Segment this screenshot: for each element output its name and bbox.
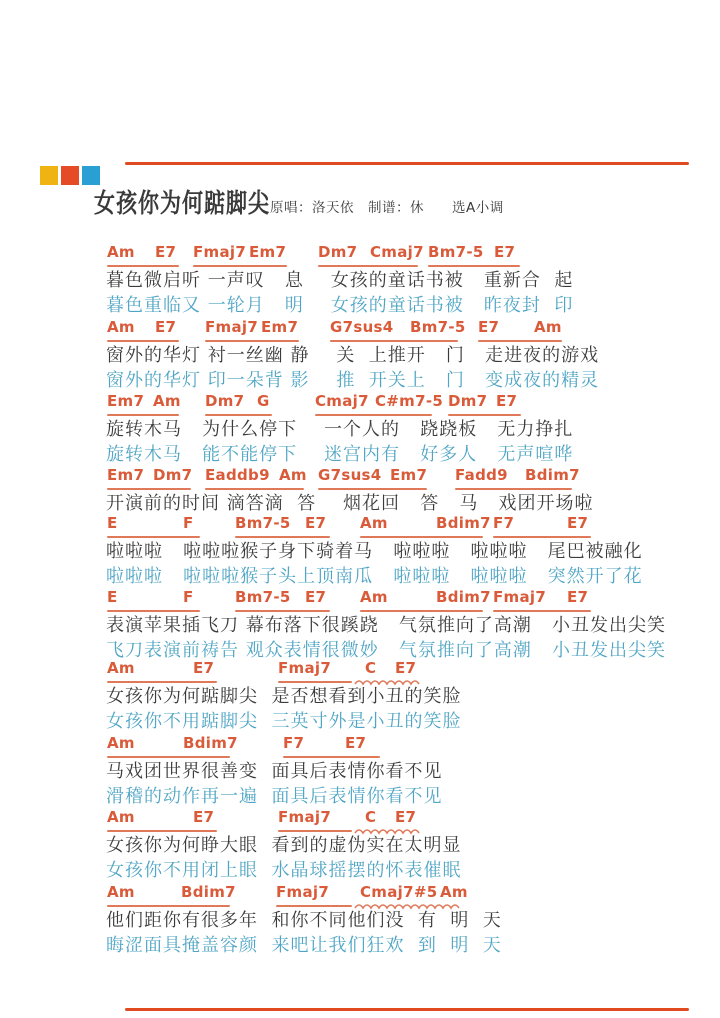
chord-label: Am (360, 514, 388, 532)
lyric-line-echo: 飞刀表演前祷告 观众表情很微妙 气氛推向了高潮 小丑发出尖笑 (106, 640, 667, 661)
chord-underline (283, 756, 380, 758)
top-rule (125, 162, 689, 165)
chord-label: F7 (283, 734, 305, 752)
chord-group (235, 514, 330, 538)
chord-label: Bm7-5 (235, 514, 291, 532)
chord-label: Cmaj7#5 (360, 883, 438, 901)
chord-underline (205, 414, 272, 416)
chord-underline (235, 610, 330, 612)
chord-underline (107, 905, 230, 907)
chord-label: E (107, 588, 118, 606)
chord-underline (318, 265, 418, 267)
chord-underline (330, 340, 458, 342)
chord-group (315, 392, 444, 416)
chord-underline (107, 265, 179, 267)
song-block (0, 514, 720, 592)
chord-group (318, 243, 424, 267)
chord-group (318, 466, 427, 490)
chord-underline (315, 414, 432, 416)
chord-label: E7 (496, 392, 518, 410)
chord-label: Fadd9 (455, 466, 508, 484)
chord-label: C#m7-5 (375, 392, 444, 410)
chord-label: Am (534, 318, 562, 336)
chord-group (205, 318, 299, 342)
chord-label: E7 (494, 243, 516, 261)
chord-group (493, 588, 591, 612)
lyric-line-echo: 旋转木马 能不能停下 迷宫内有 好多人 无声喧哗 (106, 444, 574, 465)
chord-group (428, 243, 520, 267)
chord-label: E7 (155, 318, 177, 336)
lyric-line-main: 开演前的时间 滴答滴 答 烟花回 答 马 戏团开场啦 (106, 493, 594, 514)
song-block (0, 392, 720, 470)
lyric-line-echo: 女孩你不用踮脚尖 三英寸外是小丑的笑脸 (106, 711, 462, 732)
chord-label: G7sus4 (330, 318, 394, 336)
chord-group (107, 659, 217, 683)
chord-group (283, 734, 380, 758)
chord-group (205, 392, 272, 416)
chord-group (107, 734, 238, 758)
chord-label: Fmaj7 (278, 808, 332, 826)
chord-label: Am (107, 734, 135, 752)
chord-label: Fmaj7 (205, 318, 259, 336)
lyric-line-echo: 暮色重临又 一轮月 明 女孩的童话书被 昨夜封 印 (106, 295, 574, 316)
page-title: 女孩你为何踮脚尖 (94, 188, 270, 218)
song-block (0, 883, 720, 961)
chord-label: F (183, 514, 194, 532)
lyric-line-echo: 窗外的华灯 印一朵背 影 推 开关上 门 变成夜的精灵 (106, 370, 600, 391)
song-block (0, 318, 720, 396)
chord-underline (107, 681, 217, 683)
chord-underline (193, 265, 287, 267)
chord-label: F7 (493, 514, 515, 532)
chord-label: E7 (478, 318, 500, 336)
logo-squares (40, 166, 100, 185)
chord-label: E7 (567, 514, 589, 532)
chord-underline (448, 414, 521, 416)
bottom-rule (125, 1008, 689, 1011)
chord-underline (107, 488, 191, 490)
chord-group (354, 659, 420, 683)
chord-underline (235, 536, 330, 538)
chord-group (205, 466, 307, 490)
lyric-line-main: 女孩你为何睁大眼 看到的虚伪实在太明显 (106, 835, 462, 856)
chord-label: Dm7 (153, 466, 193, 484)
credits-text: 原唱：洛天依 制谱：休 选A小调 (270, 200, 504, 216)
chord-underline (478, 340, 562, 342)
chord-label: C (365, 808, 377, 826)
chord-label: Am (440, 883, 468, 901)
chord-group (448, 392, 521, 416)
chord-underline (205, 488, 304, 490)
chord-label: Dm7 (318, 243, 358, 261)
chord-label: Cmaj7 (315, 392, 369, 410)
chord-underline (107, 340, 179, 342)
chord-group (493, 514, 591, 538)
chord-label: Bdim7 (436, 588, 491, 606)
chord-label: Fmaj7 (493, 588, 547, 606)
logo-square-yellow (40, 166, 58, 185)
chord-group (478, 318, 562, 342)
chord-label: Em7 (249, 243, 287, 261)
lyric-line-main: 马戏团世界很善变 面具后表情你看不见 (106, 761, 443, 782)
chord-group (107, 466, 191, 490)
chord-label: G7sus4 (318, 466, 382, 484)
chord-group (107, 588, 200, 612)
lyric-line-main: 啦啦啦 啦啦啦猴子身下骑着马 啦啦啦 啦啦啦 尾巴被融化 (106, 541, 643, 562)
chord-label: Am (107, 243, 135, 261)
chord-group (276, 883, 352, 907)
chord-group (278, 659, 352, 683)
chord-group (193, 243, 287, 267)
chord-label: Em7 (390, 466, 428, 484)
song-block (0, 659, 720, 737)
song-block (0, 588, 720, 666)
chord-label: E7 (305, 514, 327, 532)
chord-underline (278, 681, 352, 683)
lyric-line-main: 旋转木马 为什么停下 一个人的 跷跷板 无力挣扎 (106, 419, 574, 440)
chord-label: E7 (345, 734, 367, 752)
chord-group (455, 466, 580, 490)
chord-label: Bdim7 (525, 466, 580, 484)
chord-underline (276, 905, 352, 907)
chord-label: Am (107, 659, 135, 677)
chord-label: E (107, 514, 118, 532)
chord-label: Bdim7 (183, 734, 238, 752)
chord-label: E7 (155, 243, 177, 261)
chord-underline (107, 536, 200, 538)
chord-group (107, 392, 179, 416)
lyric-line-main: 表演苹果插飞刀 幕布落下很蹊跷 气氛推向了高潮 小丑发出尖笑 (106, 615, 667, 636)
chord-label: Fmaj7 (278, 659, 332, 677)
chord-label: Em7 (107, 392, 145, 410)
chord-label: C (365, 659, 377, 677)
chord-group (107, 808, 217, 832)
chord-label: Am (153, 392, 181, 410)
chord-underline (205, 340, 299, 342)
chord-underline (428, 265, 520, 267)
chord-group (107, 514, 200, 538)
lyric-line-echo: 啦啦啦 啦啦啦猴子头上顶南瓜 啦啦啦 啦啦啦 突然开了花 (106, 566, 643, 587)
chord-underline (278, 830, 352, 832)
chord-underline (360, 610, 483, 612)
lyric-line-main: 他们距你有很多年 和你不同他们没 有 明 天 (106, 910, 502, 931)
chord-label: Am (107, 883, 135, 901)
chord-label: Bm7-5 (428, 243, 484, 261)
song-block (0, 734, 720, 812)
chord-group (354, 808, 420, 832)
chord-label: Bm7-5 (410, 318, 466, 336)
lyric-line-echo: 滑稽的动作再一遍 面具后表情你看不见 (106, 786, 443, 807)
chord-label: Am (360, 588, 388, 606)
chord-group (278, 808, 352, 832)
chord-label: F (183, 588, 194, 606)
chord-group (360, 514, 491, 538)
chord-group (107, 318, 179, 342)
chord-label: Bdim7 (436, 514, 491, 532)
lyric-line-echo: 女孩你不用闭上眼 水晶球摇摆的怀表催眠 (106, 860, 462, 881)
chord-label: Eaddb9 (205, 466, 270, 484)
lyric-line-main: 窗外的华灯 衬一丝幽 静 关 上推开 门 走进夜的游戏 (106, 345, 600, 366)
chord-group (235, 588, 330, 612)
chord-label: Dm7 (448, 392, 488, 410)
chord-group (354, 883, 468, 907)
chord-label: Am (279, 466, 307, 484)
chord-group (107, 243, 179, 267)
chord-label: E7 (193, 659, 215, 677)
chord-underline (107, 830, 217, 832)
chord-label: Dm7 (205, 392, 245, 410)
chord-underline (107, 610, 200, 612)
chord-group (330, 318, 466, 342)
chord-underline (493, 536, 591, 538)
logo-square-red (61, 166, 79, 185)
lyric-line-echo: 晦涩面具掩盖容颜 来吧让我们狂欢 到 明 天 (106, 935, 502, 956)
chord-label: E7 (305, 588, 327, 606)
chord-label: Am (107, 808, 135, 826)
lyric-line-main: 暮色微启听 一声叹 息 女孩的童话书被 重新合 起 (106, 270, 574, 291)
chord-label: Fmaj7 (276, 883, 330, 901)
chord-underline (455, 488, 572, 490)
chord-underline (107, 756, 230, 758)
chord-label: Bm7-5 (235, 588, 291, 606)
chord-label: E7 (193, 808, 215, 826)
chord-label: Cmaj7 (370, 243, 424, 261)
chord-label: Em7 (261, 318, 299, 336)
chord-underline (107, 414, 179, 416)
chord-underline (360, 536, 483, 538)
chord-label: Am (107, 318, 135, 336)
chord-underline (318, 488, 427, 490)
chord-label: Fmaj7 (193, 243, 247, 261)
song-block (0, 243, 720, 321)
chord-group (107, 883, 236, 907)
chord-label: Em7 (107, 466, 145, 484)
chord-label: G (257, 392, 270, 410)
chord-label: E7 (395, 808, 417, 826)
chord-group (360, 588, 491, 612)
song-block (0, 808, 720, 886)
chord-underline (493, 610, 591, 612)
chord-label: E7 (395, 659, 417, 677)
chord-label: E7 (567, 588, 589, 606)
chord-label: Bdim7 (181, 883, 236, 901)
lyric-line-main: 女孩你为何踮脚尖 是否想看到小丑的笑脸 (106, 686, 462, 707)
